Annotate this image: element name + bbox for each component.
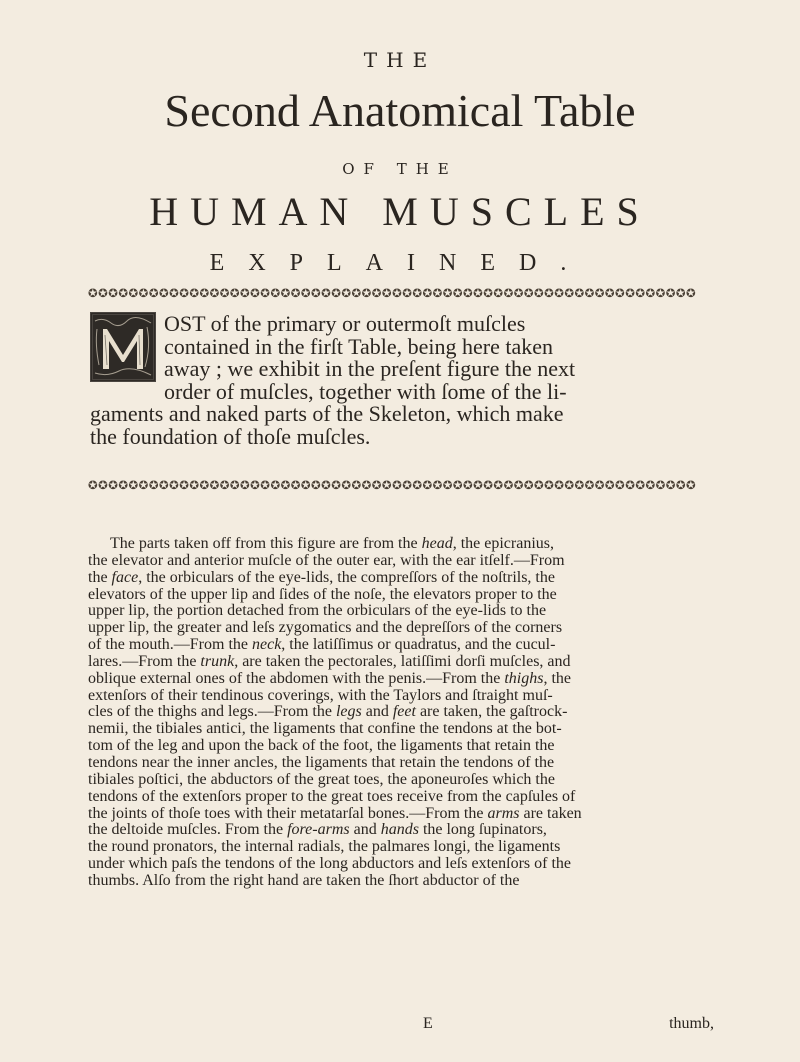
body-line: upper lip, the greater and leſs zygomatics and the depreſſors of the corners xyxy=(88,619,563,637)
body-line: the face, the orbiculars of the eye-lids, the compreſſors of the noſtrils, the xyxy=(88,568,555,586)
body-line: the round pronators, the internal radials, the palmares longi, the ligaments xyxy=(88,838,561,856)
ornament-rule-top: ✪✪✪✪✪✪✪✪✪✪✪✪✪✪✪✪✪✪✪✪✪✪✪✪✪✪✪✪✪✪✪✪✪✪✪✪✪✪✪✪✪✪✪✪✪✪✪✪✪✪✪✪✪✪✪✪✪✪✪✪ xyxy=(88,286,697,300)
body-line: tendons near the inner ancles, the ligaments that retain the tendons of the xyxy=(88,753,555,771)
body-line: The parts taken off from this figure are from the head, the epicranius, xyxy=(110,535,554,552)
intro-line: the foundation of thoſe muſcles. xyxy=(90,423,371,449)
body-line: the elevator and anterior muſcle of the outer ear, with the ear itſelf.—From xyxy=(88,551,565,569)
body-line: tibiales poſtici, the abductors of the great toes, the aponeuroſes which the xyxy=(88,770,555,788)
body-line: elevators of the upper lip and ſides of the noſe, the elevators proper to the xyxy=(88,585,557,603)
intro-line: OST of the primary or outermoſt muſcles xyxy=(164,311,526,336)
body-line: of the mouth.—From the neck, the latiſſimus or quadratus, and the cucul- xyxy=(88,636,556,654)
heading-the: THE xyxy=(363,48,437,72)
page-title: Second Anatomical Table xyxy=(164,85,636,136)
body-line: extenſors of their tendinous coverings, with the Taylors and ſtraight muſ- xyxy=(88,686,553,704)
ornament-rule-middle: ✪✪✪✪✪✪✪✪✪✪✪✪✪✪✪✪✪✪✪✪✪✪✪✪✪✪✪✪✪✪✪✪✪✪✪✪✪✪✪✪✪✪✪✪✪✪✪✪✪✪✪✪✪✪✪✪✪✪✪✪ xyxy=(88,478,697,492)
body-line: oblique external ones of the abdomen with the penis.—From the thighs, the xyxy=(88,669,572,687)
heading-human-muscles: HUMAN MUSCLES xyxy=(149,189,651,234)
body-line: the joints of thoſe toes with their metatarſal bones.—From the arms are taken xyxy=(88,804,582,822)
signature-mark: E xyxy=(423,1015,433,1032)
heading-of-the: OF THE xyxy=(342,160,458,178)
body-line: upper lip, the portion detached from the orbiculars of the eye-lids to the xyxy=(88,602,547,620)
intro-line: contained in the firſt Table, being here taken xyxy=(164,333,554,359)
body-paragraph xyxy=(88,536,714,890)
body-line: lares.—From the trunk, are taken the pectorales, latiſſimi dorſi muſcles, and xyxy=(88,652,571,670)
intro-paragraph xyxy=(90,313,710,449)
intro-line: gaments and naked parts of the Skeleton, which make xyxy=(90,401,564,427)
body-line: thumbs. Alſo from the right hand are taken the ſhort abductor of the xyxy=(88,871,520,889)
body-line: tom of the leg and upon the back of the foot, the ligaments that retain the xyxy=(88,737,555,755)
heading-explained: EXPLAINED. xyxy=(209,250,591,276)
intro-line: order of muſcles, together with ſome of the li- xyxy=(164,378,567,404)
body-line: tendons of the extenſors proper to the great toes receive from the capſules of xyxy=(88,787,576,805)
body-line: cles of the thighs and legs.—From the legs and feet are taken, the gaſtrock- xyxy=(88,703,568,721)
body-line: under which paſs the tendons of the long abductors and leſs extenſors of the xyxy=(88,855,571,873)
intro-line: away ; we exhibit in the preſent figure the next xyxy=(164,356,576,382)
catchword: thumb, xyxy=(669,1015,714,1032)
body-line: nemii, the tibiales antici, the ligaments that confine the tendons at the bot- xyxy=(88,720,562,738)
body-line: the deltoide muſcles. From the fore-arms and hands the long ſupinators, xyxy=(88,821,547,839)
